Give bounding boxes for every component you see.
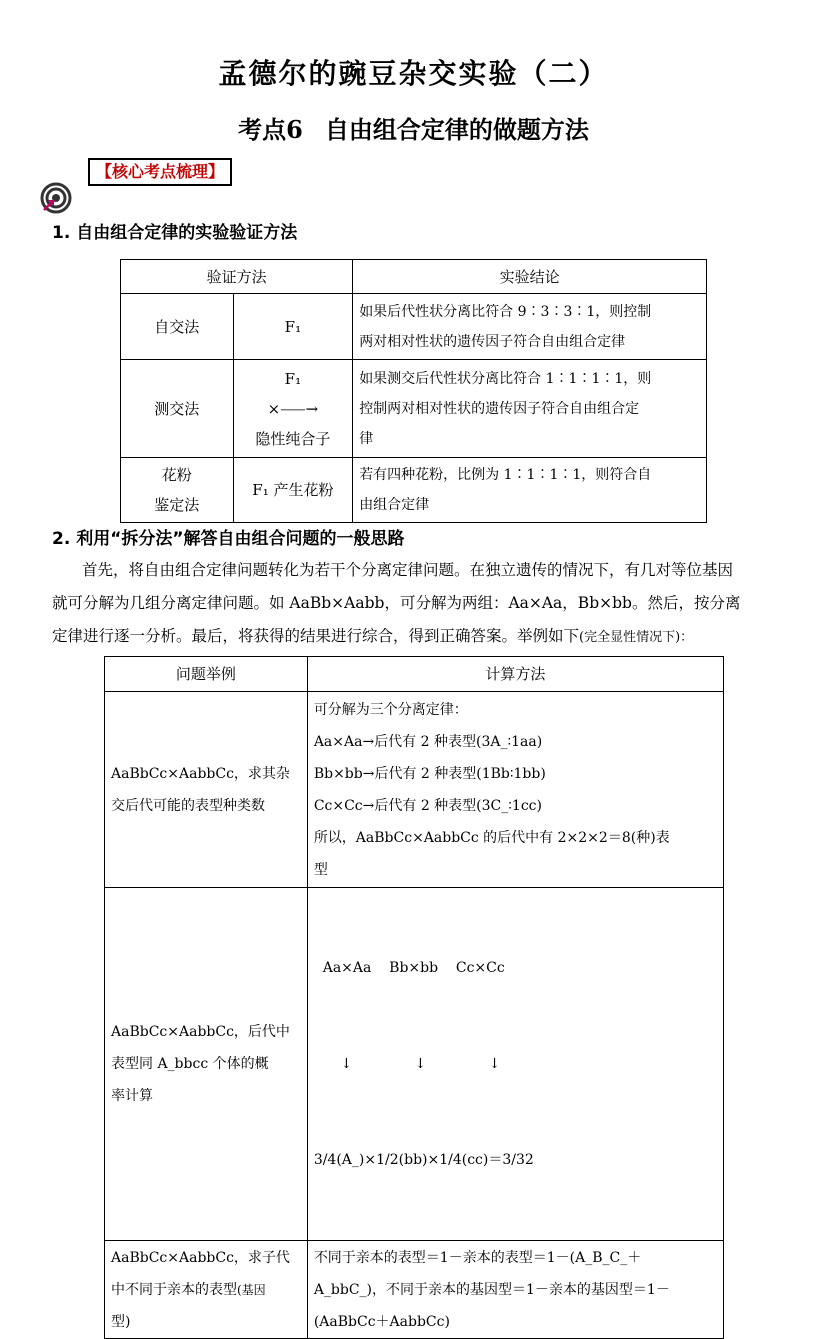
detail-cell [233, 294, 353, 360]
page-title: 孟德尔的豌豆杂交实验（二） [218, 57, 609, 90]
question-cell [105, 692, 308, 888]
question-line: AaBbCc×AabbCc，求其杂 [111, 765, 290, 782]
question-line: 型) [111, 1313, 131, 1330]
table-row [121, 294, 707, 360]
calculation-line: 3/4(A_)×1/2(bb)×1/4(cc)＝3/32 [313, 1152, 534, 1168]
detail-line: F₁ [284, 369, 302, 388]
calculation-line: 不同于亲本的表型＝1－亲本的表型＝1－(A_B_C_＋ [313, 1249, 642, 1266]
header-calculation: 计算方法 [307, 657, 723, 692]
question-line: 表型同 A_bbcc 个体的概 [111, 1056, 269, 1072]
method-table [104, 656, 724, 1339]
conclusion-line: 控制两对相对性状的遗传因子符合自由组合定 [359, 400, 640, 417]
header-conclusion: 实验结论 [353, 260, 707, 294]
calculation-cell [307, 888, 723, 1241]
method-cell [121, 458, 234, 523]
detail-cell [233, 360, 353, 458]
paragraph-line [52, 620, 782, 654]
calculation-line: 所以，AaBbCc×AabbCc 的后代中有 2×2×2＝8(种)表 [313, 829, 670, 846]
page-subtitle [0, 110, 827, 145]
table-row [121, 458, 707, 523]
calculation-line: 可分解为三个分离定律： [313, 701, 468, 718]
section-badge: 【核心考点梳理】 [88, 158, 232, 186]
header-method: 验证方法 [121, 260, 353, 294]
calculation-line: ↓ ↓ ↓ [313, 1056, 501, 1072]
conclusion-cell [353, 294, 707, 360]
table-row [105, 692, 724, 888]
calculation-line: Bb×bb→后代有 2 种表型(1Bb∶1bb) [313, 765, 546, 782]
calculation-line: A_bbC_)，不同于亲本的基因型＝1－亲本的基因型＝1－ [313, 1281, 670, 1298]
question-note: (基因 [237, 1282, 266, 1297]
question-line: 交后代可能的表型种类数 [111, 797, 265, 814]
paragraph-text: 定律进行逐一分析。最后，将获得的结果进行综合，得到正确答案。举例如下 [52, 627, 580, 645]
conclusion-line: 两对相对性状的遗传因子符合自由组合定律 [359, 333, 626, 350]
conclusion-line: 如果测交后代性状分离比符合 1∶1∶1∶1，则 [359, 370, 652, 387]
subtitle-prefix: 考点6 [238, 115, 303, 144]
paragraph-note: (完全显性情况下)： [579, 630, 694, 645]
calculation-line: (AaBbCc＋AabbCc) [313, 1313, 450, 1330]
conclusion-cell [353, 458, 707, 523]
verification-table [120, 259, 707, 523]
detail-line: 隐性纯合子 [255, 429, 331, 448]
subtitle-text: 自由组合定律的做题方法 [324, 115, 589, 144]
question-line: AaBbCc×AabbCc，后代中 [111, 1024, 290, 1040]
method-line: 花粉 [161, 466, 192, 484]
target-icon [40, 182, 72, 214]
calculation-line: Aa×Aa→后代有 2 种表型(3A_∶1aa) [313, 733, 543, 750]
detail-line: F₁ 产生花粉 [252, 481, 334, 499]
detail-line: F₁ [284, 317, 302, 336]
calculation-cell [307, 1241, 723, 1339]
method-cell: 测交法 [121, 360, 234, 458]
conclusion-cell [353, 360, 707, 458]
question-cell [105, 1241, 308, 1339]
conclusion-line: 如果后代性状分离比符合 9∶3∶3∶1，则控制 [359, 303, 652, 320]
table-row [121, 360, 707, 458]
detail-cell [233, 458, 353, 523]
method-line: 鉴定法 [154, 496, 200, 514]
detail-line: ×⸺→ [267, 399, 319, 418]
heading-1: 1. 自由组合定律的实验验证方法 [52, 223, 298, 243]
calculation-line: Aa×Aa Bb×bb Cc×Cc [313, 960, 505, 976]
table-row [105, 1241, 724, 1339]
conclusion-line: 若有四种花粉，比例为 1∶1∶1∶1，则符合自 [359, 467, 652, 483]
table-header-row [105, 657, 724, 692]
question-text: 中不同于亲本的表型 [111, 1281, 237, 1298]
calculation-cell [307, 692, 723, 888]
question-line: AaBbCc×AabbCc，求子代 [111, 1249, 290, 1266]
question-cell [105, 888, 308, 1241]
heading-2: 2. 利用“拆分法”解答自由组合问题的一般思路 [52, 529, 405, 549]
conclusion-line: 律 [359, 430, 374, 447]
paragraph-line: 就可分解为几组分离定律问题。如 AaBb×Aabb，可分解为两组：Aa×Aa，Bb×bb。然后，按分离 [52, 594, 741, 612]
table-row [105, 888, 724, 1241]
calculation-line: 型 [313, 861, 328, 878]
question-line [111, 1274, 301, 1306]
conclusion-line: 由组合定律 [359, 497, 430, 513]
calculation-line: Cc×Cc→后代有 2 种表型(3C_∶1cc) [313, 797, 542, 814]
question-line: 率计算 [111, 1088, 153, 1104]
intro-paragraph [52, 554, 782, 654]
table-header-row [121, 260, 707, 294]
method-cell: 自交法 [121, 294, 234, 360]
header-question: 问题举例 [105, 657, 308, 692]
paragraph-line: 首先，将自由组合定律问题转化为若干个分离定律问题。在独立遗传的情况下，有几对等位基因 [82, 561, 734, 579]
